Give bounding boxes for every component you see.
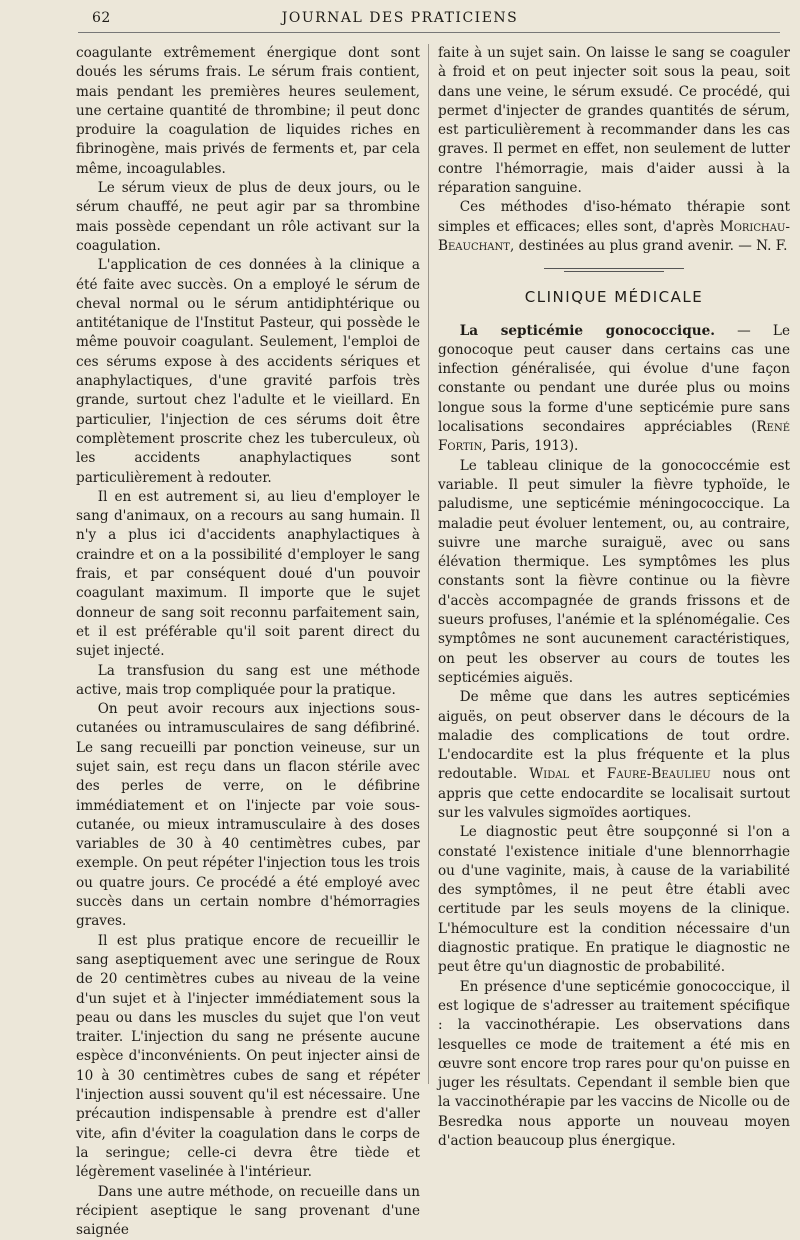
right-column	[438, 44, 790, 1150]
page-number: 62	[92, 10, 111, 26]
closing-signature: , destinées au plus grand avenir. — N. F.	[509, 237, 788, 254]
author-name: Widal	[529, 766, 570, 783]
left-column	[76, 44, 420, 1239]
closing-paragraph	[438, 198, 790, 256]
journal-title: JOURNAL DES PRATICIENS	[281, 10, 519, 26]
paragraph: Le diagnostic peut être soupçonné si l'on a constaté l'existence initiale d'une blennorrhagie ou d'une vaginite, mais, à cause de la variabilité des symptômes, il ne peut être établi avec certitude par les seuls moyens de la clinique. L'hémoculture est la condition nécessaire d'un diagnostic pratique. En pratique le diagnostic ne peut être qu'un diagnostic de probabilité.	[438, 824, 790, 976]
article-text: — Le gonocoque peut causer dans certains cas une infection généralisée, qui évolue d'une façon constante ou pendant une durée plus ou moins longue sous la forme d'une septicémie pure sans localisations secondaires appréciables (	[438, 322, 790, 436]
paragraph: faite à un sujet sain. On laisse le sang se coaguler à froid et on peut injecter soit sous la peau, soit dans une veine, le sérum exsudé. Ce procédé, qui permet d'injecter de grandes quantités de sérum, est particulièrement à recommander dans les cas graves. Il permet en effet, non seulement de lutter contre l'hémorragie, mais d'aider aussi à la réparation sanguine.	[438, 45, 790, 197]
paragraph: coagulante extrêmement énergique dont sont doués les sérums frais. Le sérum frais contient, mais pendant les premières heures seulement, une certaine quantité de thrombine; il peut donc produire la coagulation de liquides riches en fibrinogène, mais privés de ferments et, par cela même, incoagulables.	[76, 45, 420, 177]
article-text: et	[569, 766, 607, 783]
paragraph: Il est plus pratique encore de recueillir le sang aseptiquement avec une seringue de Roux de 20 centimètres cubes au niveau de la veine d'un sujet et à l'injecter immédiatement sous la peau ou dans les muscles du sujet que l'on veut traiter. L'injection du sang ne présente aucune espèce d'inconvénients. On peut injecter ainsi de 10 à 30 centimètres cubes de sang et répéter l'injection aussi souvent qu'il est nécessaire. Une précaution indispensable à prendre est d'aller vite, afin d'éviter la coagulation dans le corps de la seringue; celle-ci devra être tiède et légèrement vaselinée à l'intérieur.	[76, 932, 420, 1181]
paragraph: On peut avoir recours aux injections sous-cutanées ou intramusculaires de sang défibriné. Le sang recueilli par ponction veineuse, sur un sujet sain, est reçu dans un flacon stérile avec des perles de verre, on le défibrine immédiatement et on l'injecte par voie sous-cutanée, ou mieux intramusculaire à des doses variables de 30 à 40 centimètres cubes, par exemple. On peut répéter l'injection tous les trois ou quatre jours. Ce procédé a été employé avec succès dans un certain nombre d'hémorragies graves.	[76, 701, 420, 930]
article-text: nous ont appris que cette endocardite se localisait surtout sur les valvules sigmoïdes aortiques.	[438, 766, 790, 821]
article-text: De même que dans les autres septicémies aiguës, on peut observer dans le décours de la maladie des complications de tout ordre. L'endocardite est la plus fréquente et la plus redoutable.	[438, 689, 790, 783]
article-text: , Paris, 1913).	[482, 438, 579, 455]
column-divider	[428, 44, 429, 1084]
paragraph: L'application de ces données à la clinique a été faite avec succès. On a employé le sérum de cheval normal ou le sérum antidiphtérique ou antitétanique de l'Institut Pasteur, qui possède le même pouvoir coagulant. Seulement, l'emploi de ces sérums expose à des accidents sériques et anaphylactiques, d'une gravité parfois très grande, surtout chez l'adulte et le vieillard. En particulier, l'injection de ces sérums doit être complètement proscrite chez les tuberculeux, où les accidents anaphylactiques sont particulièrement à redouter.	[76, 257, 420, 486]
author-name: Faure-Beaulieu	[606, 766, 711, 783]
section-divider	[544, 266, 684, 274]
closing-text: Ces méthodes d'iso-hémato thérapie sont simples et efficaces; elles sont, d'après	[438, 199, 790, 235]
author-name: René Fortin	[438, 419, 790, 455]
paragraph: Le sérum vieux de plus de deux jours, ou le sérum chauffé, ne peut agir par sa thrombine mais possède cependant un rôle activant sur la coagulation.	[76, 180, 420, 254]
paragraph	[438, 688, 790, 823]
paragraph: La transfusion du sang est une méthode active, mais trop compliquée pour la pratique.	[76, 662, 420, 698]
paragraph: Dans une autre méthode, on recueille dans un récipient aseptique le sang provenant d'une saignée	[76, 1183, 420, 1239]
author-name: Morichau-Beauchant	[438, 218, 790, 254]
paragraph: En présence d'une septicémie gonococcique, il est logique de s'adresser au traitement spécifique : la vaccinothérapie. Les observations dans lesquelles ce mode de traitement a été mis en œuvre sont encore trop rares pour qu'on puisse en juger les résultats. Cependant il semble bien que la vaccinothérapie par les vaccins de Nicolle ou de Besredka nous apporte un nouveau moyen d'action beaucoup plus énergique.	[438, 978, 790, 1150]
page-header	[70, 10, 730, 30]
article-title: La septicémie gonococcique.	[459, 322, 715, 339]
section-title: CLINIQUE MÉDICALE	[524, 288, 704, 307]
header-rule	[78, 32, 780, 33]
paragraph: Il en est autrement si, au lieu d'employer le sang d'animaux, on a recours au sang humain. Il n'y a plus ici d'accidents anaphylactiques à craindre et on a la possibilité d'employer le sang frais, et par conséquent doué d'un pouvoir coagulant maximum. Il importe que le sujet donneur de sang soit reconnu parfaitement sain, et il est préférable qu'il soit parent direct du sujet injecté.	[76, 488, 420, 660]
paragraph: Le tableau clinique de la gonococcémie est variable. Il peut simuler la fièvre typhoïde, le paludisme, une septicémie méningococcique. La maladie peut évoluer lentement, ou, au contraire, suivre une marche suraiguë, avec ou sans élévation thermique. Les symptômes les plus constants sont la fièvre continue ou la fièvre d'accès accompagnée de grands frissons et de sueurs profuses, l'anémie et la splénomégalie. Ces symptômes ne sont aucunement caractéristiques, on peut les observer au cours de toutes les septicémies aiguës.	[438, 457, 790, 686]
article-paragraph	[438, 322, 790, 457]
